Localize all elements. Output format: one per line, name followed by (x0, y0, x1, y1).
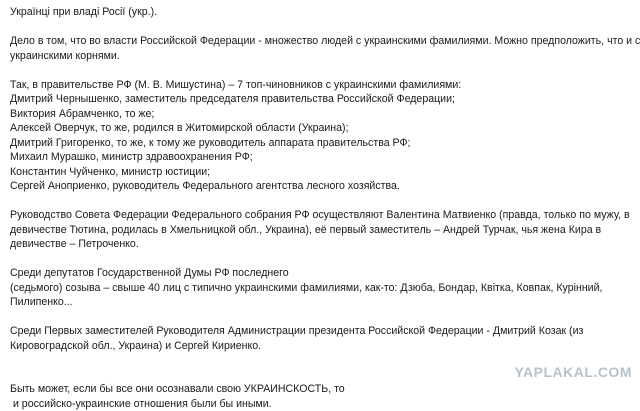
site-watermark: YAPLAKAL.COM (515, 365, 633, 380)
article-title: Українці при владі Росії (укр.). (10, 5, 635, 20)
text-line: Дело в том, что во власти Российской Федерации - множество людей с украинскими фамилиями. Можно предположить, что и с (10, 34, 635, 49)
text-line: и российско-украинские отношения были бы иными. (10, 397, 635, 411)
text-line: Среди депутатов Государственной Думы РФ последнего (10, 266, 635, 281)
paragraph-government (10, 78, 635, 194)
text-line: Кировоградской обл., Украина) и Сергей Кириенко. (10, 339, 635, 354)
paragraph-gap (10, 20, 635, 35)
text-line: Дмитрий Чернышенко, заместитель председателя правительства Российской Федерации; (10, 92, 635, 107)
text-line: (седьмого) созыва – свыше 40 лиц с типично украинскими фамилиями, как-то: Дзюба, Бондар, Квітка, Ковпак, Курінний, (10, 281, 635, 296)
text-line: девичестве Тютина, родилась в Хмельницкой обл., Украина), её первый заместитель – Андрей Турчак, чья жена Кира в (10, 223, 635, 238)
paragraph-administration (10, 324, 635, 353)
text-line: Виктория Абрамченко, то же; (10, 107, 635, 122)
article-body (10, 0, 635, 411)
paragraph-state-duma (10, 266, 635, 310)
paragraph-gap (10, 310, 635, 325)
text-line: Пилипенко... (10, 295, 635, 310)
paragraph-gap (10, 194, 635, 209)
text-line: Руководство Совета Федерации Федерального собрания РФ осуществляют Валентина Матвиенко (правда, только по мужу, в (10, 208, 635, 223)
text-line: Быть может, если бы все они осознавали свою УКРАИНСКОСТЬ, то (10, 382, 635, 397)
text-line: украинскими корнями. (10, 49, 635, 64)
paragraph-gap (10, 252, 635, 267)
paragraph-gap (10, 63, 635, 78)
text-line: Константин Чуйченко, министр юстиции; (10, 165, 635, 180)
text-line: Алексей Оверчук, то же, родился в Житомирской области (Украина); (10, 121, 635, 136)
paragraph-conclusion (10, 382, 635, 411)
paragraph-intro (10, 34, 635, 63)
text-line: Дмитрий Григоренко, то же, к тому же руководитель аппарата правительства РФ; (10, 136, 635, 151)
text-line: Михаил Мурашко, министр здравоохранения РФ; (10, 150, 635, 165)
text-line: Сергей Аноприенко, руководитель Федерального агентства лесного хозяйства. (10, 179, 635, 194)
text-line: Среди Первых заместителей Руководителя Администрации президента Российской Федерации - Дмитрий Козак (из (10, 324, 635, 339)
text-line: Так, в правительстве РФ (М. В. Мишустина) – 7 топ-чиновников с украинскими фамилиями: (10, 78, 635, 93)
text-line: девичестве – Петроченко. (10, 237, 635, 252)
paragraph-federation-council (10, 208, 635, 252)
